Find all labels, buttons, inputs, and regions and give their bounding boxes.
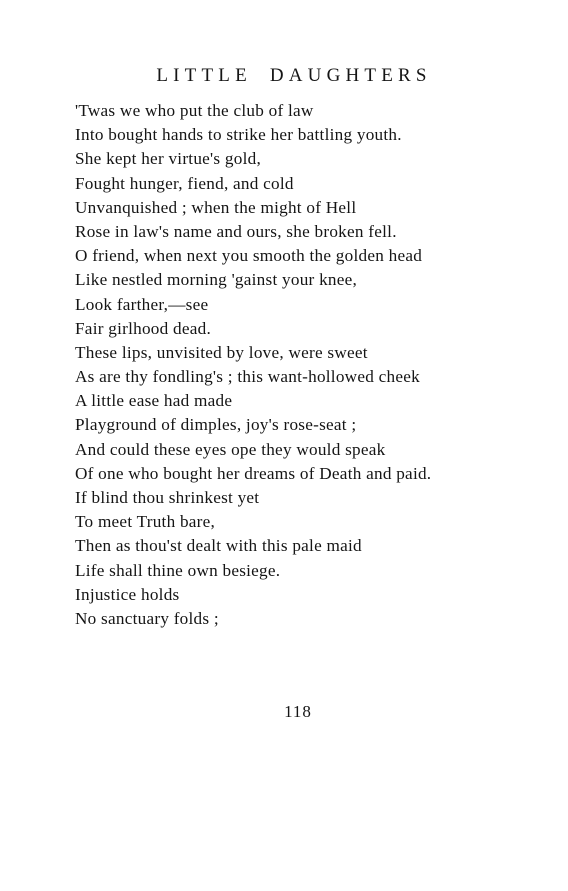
poem-line: Like nestled morning 'gainst your knee, (75, 270, 358, 290)
poem-line: To meet Truth bare, (75, 512, 216, 532)
poem-line: And could these eyes ope they would speak (75, 439, 386, 459)
poem-line: As are thy fondling's ; this want-hollowed cheek (75, 367, 420, 387)
poem-line: 'Twas we who put the club of law (75, 101, 314, 120)
poem-line: A little ease had made (75, 391, 233, 411)
poem-line: If blind thou shrinkest yet (75, 488, 260, 507)
poem-text (75, 99, 431, 631)
poem-line: Look farther,—see (75, 294, 209, 314)
poem-line: O friend, when next you smooth the golden head (75, 246, 423, 266)
poem-line: No sanctuary folds ; (75, 608, 219, 628)
poem-line: Injustice holds (75, 584, 180, 604)
poem-line: Into bought hands to strike her battling youth. (75, 125, 402, 145)
poem-line: These lips, unvisited by love, were sweet (75, 342, 368, 362)
poem-line: Life shall thine own besiege. (75, 560, 281, 580)
poem-line: Fair girlhood dead. (75, 318, 212, 338)
running-head: LITTLE DAUGHTERS (156, 65, 432, 86)
poem-line: Fought hunger, fiend, and cold (75, 173, 294, 193)
page-number: 118 (284, 702, 312, 721)
poem-line: Of one who bought her dreams of Death and paid. (75, 463, 432, 483)
poem-line: Unvanquished ; when the might of Hell (75, 197, 357, 217)
poem-line: Rose in law's name and ours, she broken fell. (75, 221, 397, 241)
poem-line: Then as thou'st dealt with this pale maid (75, 536, 362, 556)
poem-line: She kept her virtue's gold, (75, 149, 261, 169)
poem-line: Playground of dimples, joy's rose-seat ; (75, 415, 357, 435)
